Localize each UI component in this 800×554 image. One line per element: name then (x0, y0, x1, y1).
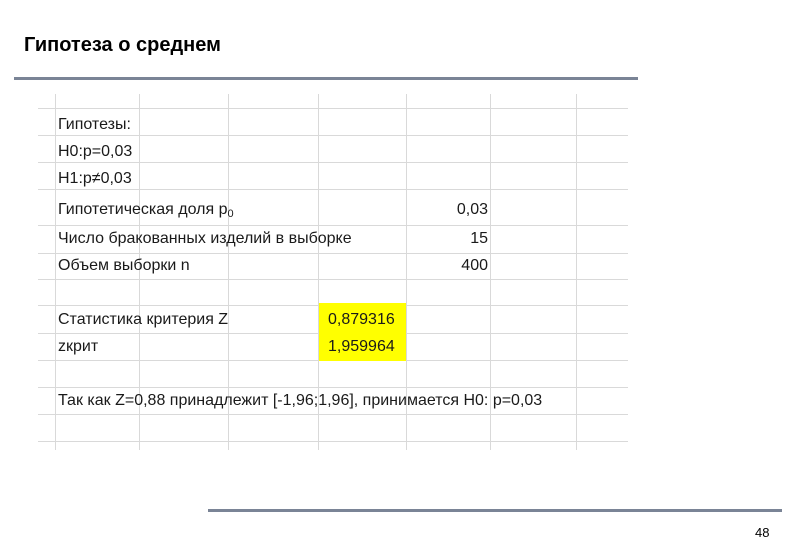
page-number: 48 (755, 525, 770, 540)
hypothetical-share-label: Гипотетическая доля $p_0$ (58, 201, 234, 220)
spreadsheet (38, 94, 628, 450)
z-crit-label: zкрит (58, 338, 99, 355)
grid-line (38, 108, 628, 109)
statistic-value: 0,879316 (328, 311, 395, 328)
subscript-zero: 0 (227, 208, 234, 220)
defective-count-value: 15 (470, 230, 488, 247)
statistic-label: Статистика критерия Z (58, 311, 229, 328)
slide-title: Гипотеза о среднем (24, 34, 221, 56)
h1-cell: H1:p≠0,03 (58, 170, 132, 187)
grid-line (38, 441, 628, 442)
conclusion-text: Так как Z=0,88 принадлежит [-1,96;1,96], принимается H0: p=0,03 (58, 392, 543, 409)
defective-count-label: Число бракованных изделий в выборке (58, 230, 352, 247)
h0-cell: H0:p=0,03 (58, 143, 133, 160)
hypotheses-header: Гипотезы: (58, 116, 131, 133)
grid-line (576, 94, 577, 450)
top-divider (14, 77, 638, 80)
z-crit-value: 1,959964 (328, 338, 395, 355)
grid-line (55, 94, 56, 450)
sample-size-label: Объем выборки n (58, 257, 190, 274)
bottom-divider (208, 509, 782, 512)
sample-size-value: 400 (461, 257, 488, 274)
hypothetical-share-value: 0,03 (456, 201, 488, 218)
